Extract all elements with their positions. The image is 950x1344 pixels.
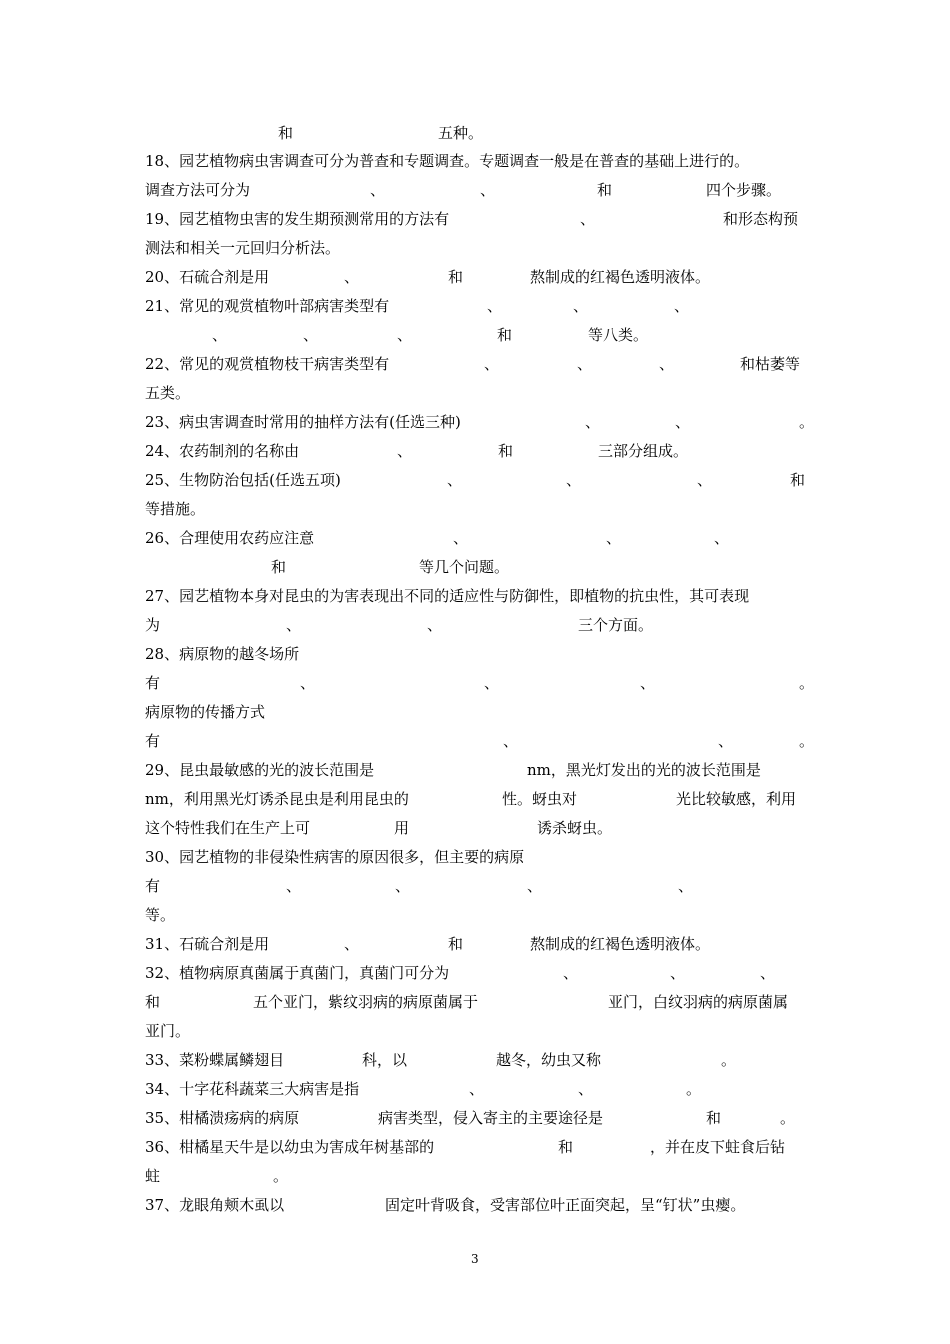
text-fragment: 有	[145, 877, 161, 895]
text-fragment: 用	[394, 819, 410, 837]
text-fragment: 等。	[145, 906, 176, 924]
text-fragment: 22、常见的观赏植物枝干病害类型有	[145, 355, 390, 373]
text-fragment: 、	[640, 674, 656, 692]
text-fragment: 25、生物防治包括(任选五项)	[145, 471, 341, 489]
text-fragment: 为	[145, 616, 161, 634]
text-fragment: 、	[286, 877, 302, 895]
text-fragment: 五类。	[145, 384, 191, 402]
text-fragment: 、	[527, 877, 543, 895]
text-fragment: 、	[578, 1080, 594, 1098]
text-fragment: 、	[427, 616, 443, 634]
text-fragment: 固定叶背吸食，受害部位叶正面突起，呈“钉状”虫瘿。	[385, 1196, 746, 1214]
text-fragment: 和	[597, 181, 613, 199]
text-fragment: 和	[448, 935, 464, 953]
text-fragment: 、	[484, 355, 500, 373]
text-fragment: nm，黑光灯发出的光的波长范围是	[527, 761, 761, 779]
text-fragment: 。	[780, 1109, 796, 1127]
text-fragment: 。	[799, 732, 815, 750]
text-fragment: 测法和相关一元回归分析法。	[145, 239, 341, 257]
text-fragment: 科，以	[362, 1051, 408, 1069]
text-fragment: 23、病虫害调查时常用的抽样方法有(任选三种)	[145, 413, 461, 431]
text-fragment: 、	[697, 471, 713, 489]
text-fragment: 蛀	[145, 1167, 161, 1185]
text-fragment: 和	[448, 268, 464, 286]
text-fragment: 、	[675, 413, 691, 431]
text-fragment: 、	[487, 297, 503, 315]
text-fragment: 、	[580, 210, 596, 228]
text-fragment: 四个步骤。	[706, 181, 782, 199]
text-fragment: 和	[271, 558, 287, 576]
text-fragment: 、	[566, 471, 582, 489]
text-fragment: 、	[469, 1080, 485, 1098]
text-fragment: 和	[145, 993, 161, 1011]
text-fragment: 32、植物病原真菌属于真菌门，真菌门可分为	[145, 964, 450, 982]
text-fragment: ，并在皮下蛀食后钻	[650, 1138, 786, 1156]
text-fragment: 24、农药制剂的名称由	[145, 442, 300, 460]
text-fragment: 、	[395, 877, 411, 895]
page-number: 3	[471, 1252, 479, 1266]
text-fragment: 五种。	[438, 124, 484, 142]
text-fragment: 、	[397, 326, 413, 344]
text-fragment: 、	[503, 732, 519, 750]
text-fragment: 、	[585, 413, 601, 431]
text-fragment: 三个方面。	[578, 616, 654, 634]
text-fragment: 31、石硫合剂是用	[145, 935, 270, 953]
text-fragment: 36、柑橘星天牛是以幼虫为害成年树基部的	[145, 1138, 435, 1156]
text-fragment: 亚门。	[145, 1022, 191, 1040]
text-fragment: 和	[790, 471, 806, 489]
text-fragment: 。	[273, 1167, 289, 1185]
text-fragment: 、	[397, 442, 413, 460]
text-fragment: 三部分组成。	[598, 442, 689, 460]
text-fragment: 18、园艺植物病虫害调查可分为普查和专题调查。专题调查一般是在普查的基础上进行的。	[145, 152, 750, 170]
text-fragment: 病原物的传播方式	[145, 703, 266, 721]
text-fragment: 亚门，白纹羽病的病原菌属	[608, 993, 789, 1011]
text-fragment: 性。蚜虫对	[502, 790, 578, 808]
text-fragment: 等措施。	[145, 500, 206, 518]
text-fragment: 34、十字花科蔬菜三大病害是指	[145, 1080, 360, 1098]
text-fragment: 等八类。	[588, 326, 649, 344]
text-fragment: 、	[606, 529, 622, 547]
text-fragment: 和	[706, 1109, 722, 1127]
text-fragment: 等几个问题。	[419, 558, 510, 576]
text-fragment: 越冬，幼虫又称	[496, 1051, 602, 1069]
text-fragment: 熬制成的红褐色透明液体。	[530, 935, 711, 953]
text-fragment: 、	[714, 529, 730, 547]
text-fragment: 19、园艺植物虫害的发生期预测常用的方法有	[145, 210, 450, 228]
text-fragment: 熬制成的红褐色透明液体。	[530, 268, 711, 286]
text-fragment: 、	[670, 964, 686, 982]
text-fragment: 29、昆虫最敏感的光的波长范围是	[145, 761, 375, 779]
text-fragment: 、	[344, 268, 360, 286]
text-fragment: 、	[718, 732, 734, 750]
text-fragment: 37、龙眼角颊木虱以	[145, 1196, 285, 1214]
text-fragment: 和枯萎等	[740, 355, 801, 373]
text-fragment: 。	[799, 413, 815, 431]
text-fragment: 五个亚门，紫纹羽病的病原菌属于	[253, 993, 479, 1011]
text-fragment: 光比较敏感，利用	[676, 790, 797, 808]
text-fragment: nm，利用黑光灯诱杀昆虫是利用昆虫的	[145, 790, 409, 808]
text-fragment: 、	[659, 355, 675, 373]
text-fragment: 、	[453, 529, 469, 547]
text-fragment: 和	[278, 124, 294, 142]
text-fragment: 、	[447, 471, 463, 489]
text-fragment: 。	[686, 1080, 702, 1098]
text-fragment: 、	[484, 674, 500, 692]
text-fragment: 21、常见的观赏植物叶部病害类型有	[145, 297, 390, 315]
text-fragment: 、	[563, 964, 579, 982]
text-fragment: 、	[300, 674, 316, 692]
text-fragment: 诱杀蚜虫。	[537, 819, 613, 837]
text-fragment: 27、园艺植物本身对昆虫的为害表现出不同的适应性与防御性，即植物的抗虫性，其可表现	[145, 587, 750, 605]
text-fragment: 、	[678, 877, 694, 895]
text-fragment: 和	[498, 442, 514, 460]
text-fragment: 、	[480, 181, 496, 199]
text-fragment: 这个特性我们在生产上可	[145, 819, 311, 837]
text-fragment: 有	[145, 732, 161, 750]
text-fragment: 33、菜粉蝶属鳞翅目	[145, 1051, 285, 1069]
text-fragment: 病害类型，侵入寄主的主要途径是	[378, 1109, 604, 1127]
text-fragment: 有	[145, 674, 161, 692]
text-fragment: 、	[573, 297, 589, 315]
text-fragment: 调查方法可分为	[145, 181, 251, 199]
text-fragment: 、	[286, 616, 302, 634]
text-fragment: 30、园艺植物的非侵染性病害的原因很多，但主要的病原	[145, 848, 525, 866]
text-fragment: 、	[344, 935, 360, 953]
text-fragment: 、	[212, 326, 228, 344]
text-fragment: 、	[674, 297, 690, 315]
text-fragment: 。	[721, 1051, 737, 1069]
text-fragment: 26、合理使用农药应注意	[145, 529, 315, 547]
text-fragment: 35、柑橘溃疡病的病原	[145, 1109, 300, 1127]
text-fragment: 28、病原物的越冬场所	[145, 645, 300, 663]
text-fragment: 和	[497, 326, 513, 344]
text-fragment: 、	[577, 355, 593, 373]
text-fragment: 和	[558, 1138, 574, 1156]
text-fragment: 20、石硫合剂是用	[145, 268, 270, 286]
text-fragment: 。	[799, 674, 815, 692]
text-fragment: 和形态构预	[723, 210, 799, 228]
text-fragment: 、	[760, 964, 776, 982]
text-fragment: 、	[303, 326, 319, 344]
text-fragment: 、	[370, 181, 386, 199]
